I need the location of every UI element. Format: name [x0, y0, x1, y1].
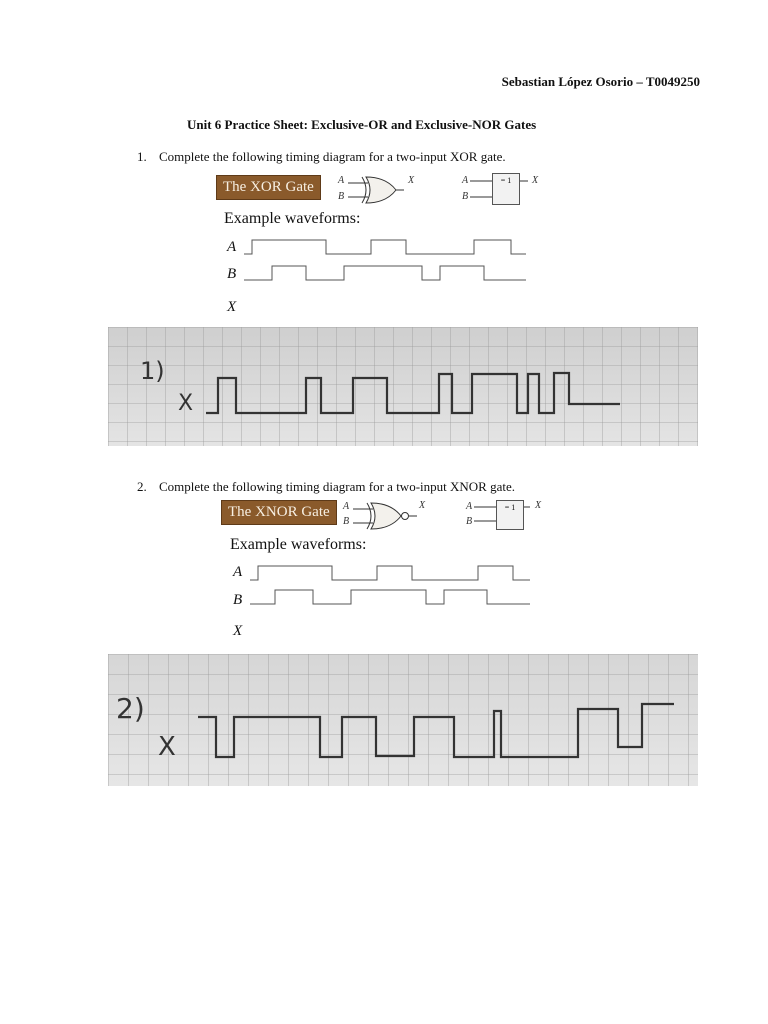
xor-box-output-label: X [532, 175, 539, 186]
xor-iec-box: = 1 [492, 173, 520, 205]
xor-gate-badge: The XOR Gate [216, 175, 321, 200]
xnor-box-input-a-label: A [466, 501, 473, 512]
xor-signal-a-label: A [227, 239, 237, 255]
xor-input-a-label: A [338, 175, 345, 186]
xnor-signal-a-label: A [233, 564, 243, 580]
xor-output-label: X [408, 175, 415, 186]
handwritten-answer-photo-2 [108, 654, 698, 786]
question-1-number: 1. [137, 149, 147, 164]
xnor-gate-badge: The XNOR Gate [221, 500, 337, 525]
xnor-signal-x-label: X [233, 623, 243, 639]
handwritten-label-1: 1) [140, 357, 165, 385]
xnor-input-a-label: A [343, 501, 350, 512]
xor-example-waveforms [244, 236, 534, 286]
xor-waveform-a [244, 240, 526, 254]
xor-box-input-b-label: B [462, 191, 469, 202]
xor-box-input-a-label: A [462, 175, 469, 186]
xor-input-b-label: B [338, 191, 345, 202]
handwritten-label-2: 2) [116, 692, 145, 725]
xnor-signal-b-label: B [233, 592, 243, 608]
xnor-example-title: Example waveforms: [230, 536, 367, 553]
xor-waveform-b [244, 266, 526, 280]
page-title: Unit 6 Practice Sheet: Exclusive-OR and Exclusive-NOR Gates [187, 117, 537, 132]
xnor-example-waveforms [250, 562, 540, 612]
xnor-gate-symbol [351, 500, 421, 532]
handwritten-signal-x-1: X [178, 391, 194, 416]
question-1-text: Complete the following timing diagram for a two-input XOR gate. [159, 149, 506, 164]
xor-signal-b-label: B [227, 266, 237, 282]
handwritten-answer-photo-1 [108, 327, 698, 446]
xor-gate-symbol [346, 174, 406, 206]
xor-example-title: Example waveforms: [224, 210, 361, 227]
question-1 [137, 149, 506, 165]
xnor-box-output-label: X [535, 500, 542, 511]
handwritten-signal-x-2: X [158, 732, 176, 762]
xnor-output-label: X [419, 500, 426, 511]
xnor-iec-box: = 1 [496, 500, 524, 530]
question-2-text: Complete the following timing diagram for a two-input XNOR gate. [159, 479, 515, 494]
question-2-number: 2. [137, 479, 147, 494]
xor-signal-x-label: X [227, 299, 237, 315]
xnor-box-input-b-label: B [466, 516, 473, 527]
xnor-waveform-b [250, 590, 530, 604]
xnor-input-b-label: B [343, 516, 350, 527]
xnor-waveform-a [250, 566, 530, 580]
question-2 [137, 479, 515, 495]
author-line: Sebastian López Osorio – T0049250 [501, 74, 700, 89]
